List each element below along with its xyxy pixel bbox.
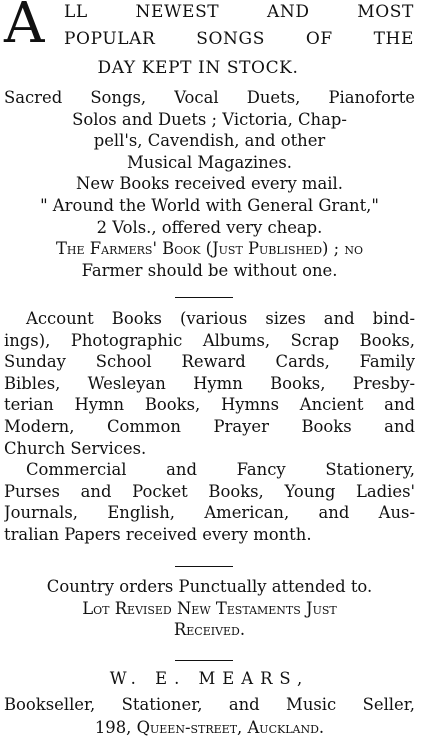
merchant-trade: Bookseller, Stationer, and Music Seller, [4, 694, 415, 714]
text-line: pell's, Cavendish, and other [93, 131, 326, 151]
divider-rule [175, 566, 233, 567]
text-line: Journals, English, American, and Aus- [4, 503, 415, 523]
text-line: terian Hymn Books, Hymns Ancient and [4, 395, 415, 415]
text-line: Lot Revised New Testaments Just [82, 598, 337, 618]
text-line: Modern, Common Prayer Books and [4, 416, 415, 436]
text-line: Sunday School Reward Cards, Family [4, 352, 415, 372]
merchant-name: W. E. MEARS, [109, 669, 310, 688]
section-stationery [4, 308, 415, 546]
text-line: tralian Papers received every month. [4, 524, 312, 544]
text-line: Account Books (various sizes and bind- [26, 309, 415, 328]
text-line: Commercial and Fancy Stationery, [26, 460, 415, 480]
divider-rule [175, 660, 233, 661]
text-line: 2 Vols., offered very cheap. [96, 217, 323, 237]
text-line: ings), Photographic Albums, Scrap Books, [4, 330, 415, 350]
text-line: Purses and Pocket Books, Young Ladies' [4, 481, 415, 501]
heading-line: LL NEWEST AND MOST [64, 2, 414, 22]
text-line: Solos and Duets ; Victoria, Chap- [72, 109, 347, 129]
section-music [4, 87, 415, 281]
merchant-address: 198, Queen-street, Auckland. [94, 718, 325, 738]
text-line: Church Services. [4, 438, 147, 458]
footer [4, 668, 415, 739]
drop-cap: A [4, 0, 45, 56]
heading-line: DAY KEPT IN STOCK. [97, 58, 299, 78]
text-line: Received. [173, 620, 246, 640]
text-line: The Farmers' Book (Just Published) ; no [55, 239, 363, 259]
text-line: New Books received every mail. [76, 174, 343, 194]
text-line: Farmer should be without one. [81, 260, 338, 280]
text-line: " Around the World with General Grant," [40, 195, 379, 215]
text-line: Sacred Songs, Vocal Duets, Pianoforte [4, 88, 415, 107]
text-line: Bibles, Wesleyan Hymn Books, Presby- [4, 373, 415, 393]
text-line: Country orders Punctually attended to. [46, 577, 373, 596]
text-line: Musical Magazines. [127, 152, 292, 172]
section-orders [4, 576, 415, 641]
divider-rule [175, 297, 233, 298]
heading-line: POPULAR SONGS OF THE [64, 29, 414, 49]
